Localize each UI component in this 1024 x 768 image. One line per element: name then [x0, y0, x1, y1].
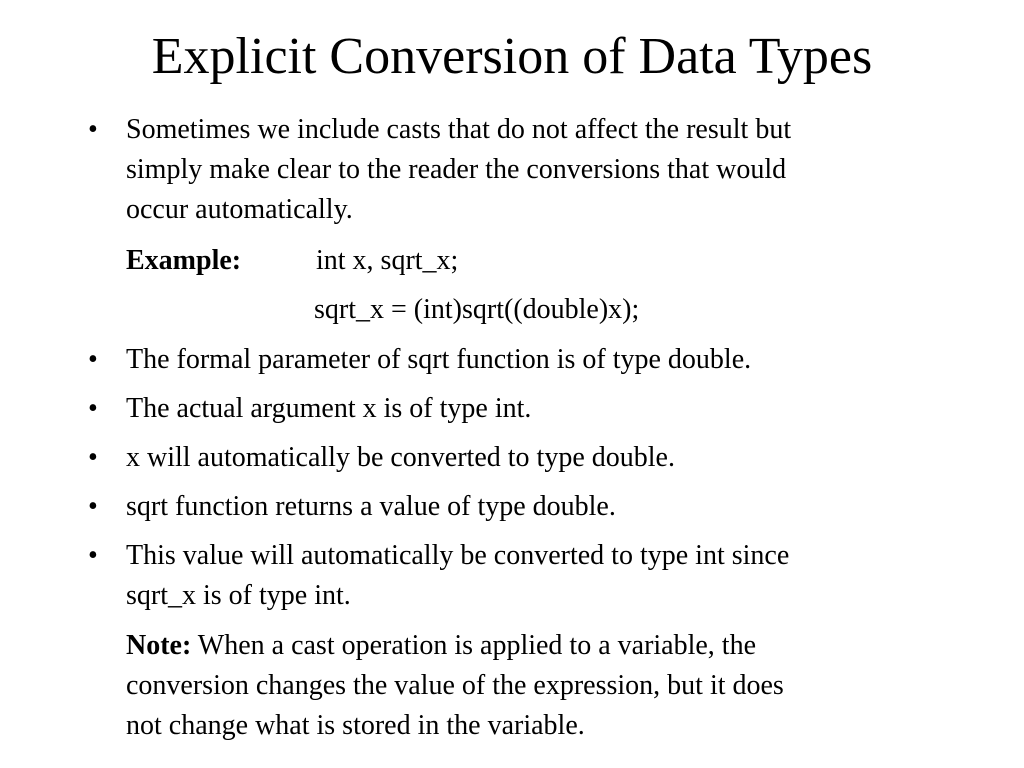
bullet-2-line-1: The formal parameter of sqrt function is of type double.	[126, 344, 752, 375]
example-code-line-2: sqrt_x = (int)sqrt((double)x);	[314, 294, 640, 325]
bullet-marker: •	[88, 344, 98, 375]
bullet-6-line-1: This value will automatically be converted to type int since	[126, 540, 790, 571]
note-line-3: not change what is stored in the variable.	[126, 710, 585, 741]
bullet-6-line-2: sqrt_x is of type int.	[126, 580, 351, 611]
bullet-marker: •	[88, 540, 98, 571]
bullet-4-line-1: x will automatically be converted to type double.	[126, 442, 675, 473]
bullet-5-line-1: sqrt function returns a value of type double.	[126, 491, 616, 522]
example-label: Example:	[126, 245, 242, 276]
slide-title: Explicit Conversion of Data Types	[151, 28, 873, 85]
bullet-1-line-1: Sometimes we include casts that do not affect the result but	[126, 114, 792, 145]
note-text-1: When a cast operation is applied to a variable, the	[191, 630, 757, 661]
bullet-marker: •	[88, 442, 98, 473]
note-label: Note:	[126, 630, 192, 661]
bullet-1-line-2: simply make clear to the reader the conversions that would	[126, 154, 787, 185]
example-code-line-1: int x, sqrt_x;	[316, 245, 459, 276]
bullet-marker: •	[88, 393, 98, 424]
bullet-1-line-3: occur automatically.	[126, 194, 353, 225]
note-line-2: conversion changes the value of the expression, but it does	[126, 670, 784, 701]
bullet-3-line-1: The actual argument x is of type int.	[126, 393, 532, 424]
bullet-marker: •	[88, 114, 98, 145]
note-line-1	[126, 626, 756, 666]
bullet-marker: •	[88, 491, 98, 522]
